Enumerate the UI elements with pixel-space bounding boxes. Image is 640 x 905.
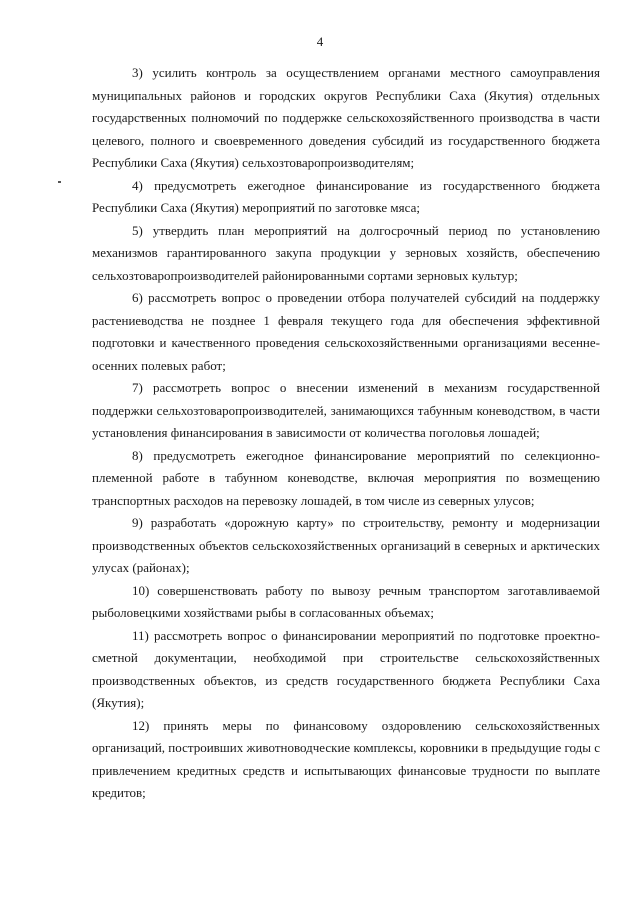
list-item-7: 7) рассмотреть вопрос о внесении изменений в механизм государственной поддержки сельхозтоваропроизводителей, занимающихся табунным коневодством, в части установления финансирования в зависимости от количества поголовья лошадей; bbox=[92, 380, 600, 440]
list-item-12: 12) принять меры по финансовому оздоровлению сельскохозяйственных организаций, построивших животноводческие комплексы, коровники в предыдущие годы с привлечением кредитных средств и испытывающих финансовые трудности по выплате кредитов; bbox=[92, 717, 600, 800]
list-item-8: 8) предусмотреть ежегодное финансирование мероприятий по селекционно-племенной работе в табунном коневодстве, включая мероприятия по возмещению транспортных расходов на перевозку лошадей, в том числе из северных улусов; bbox=[92, 447, 600, 508]
list-item-9: 9) разработать «дорожную карту» по строительству, ремонту и модернизации производственных объектов сельскохозяйственных организаций в северных и арктических улусах (районах); bbox=[92, 515, 600, 575]
list-item-11: 11) рассмотреть вопрос о финансировании мероприятий по подготовке проектно-сметной документации, необходимой при строительстве сельскохозяйственных производственных объектов, из средств государственного бюджета Республики Саха (Якутия); bbox=[92, 627, 600, 710]
document-body bbox=[92, 62, 600, 805]
list-item-4: 4) предусмотреть ежегодное финансирование из государственного бюджета Республики Саха (Якутия) мероприятий по заготовке мяса; bbox=[92, 177, 600, 215]
margin-mark bbox=[58, 181, 61, 183]
list-item-3: 3) усилить контроль за осуществлением органами местного самоуправления муниципальных районов и городских округов Республики Саха (Якутия) отдельных государственных полномочий по поддержке сельскохозяйственного производства в части целевого, полного и своевременного доведения субсидий из государственного бюджета Республики Саха (Якутия) сельхозтоваропроизводителям; bbox=[92, 65, 600, 170]
page-number: 4 bbox=[316, 34, 324, 49]
list-item-5: 5) утвердить план мероприятий на долгосрочный период по установлению механизмов гарантированного закупа продукции у зерновых хозяйств, обеспечению сельхозтоваропроизводителей районированными сортами зерновых культур; bbox=[92, 222, 600, 283]
list-item-10: 10) совершенствовать работу по вывозу речным транспортом заготавливаемой рыболовецкими хозяйствами рыбы в согласованных объемах; bbox=[92, 582, 600, 620]
list-item-6: 6) рассмотреть вопрос о проведении отбора получателей субсидий на поддержку растениеводства не позднее 1 февраля текущего года для обеспечения эффективной подготовки и качественного проведения сельскохозяйственными организациями весенне-осенних полевых работ; bbox=[92, 290, 600, 373]
